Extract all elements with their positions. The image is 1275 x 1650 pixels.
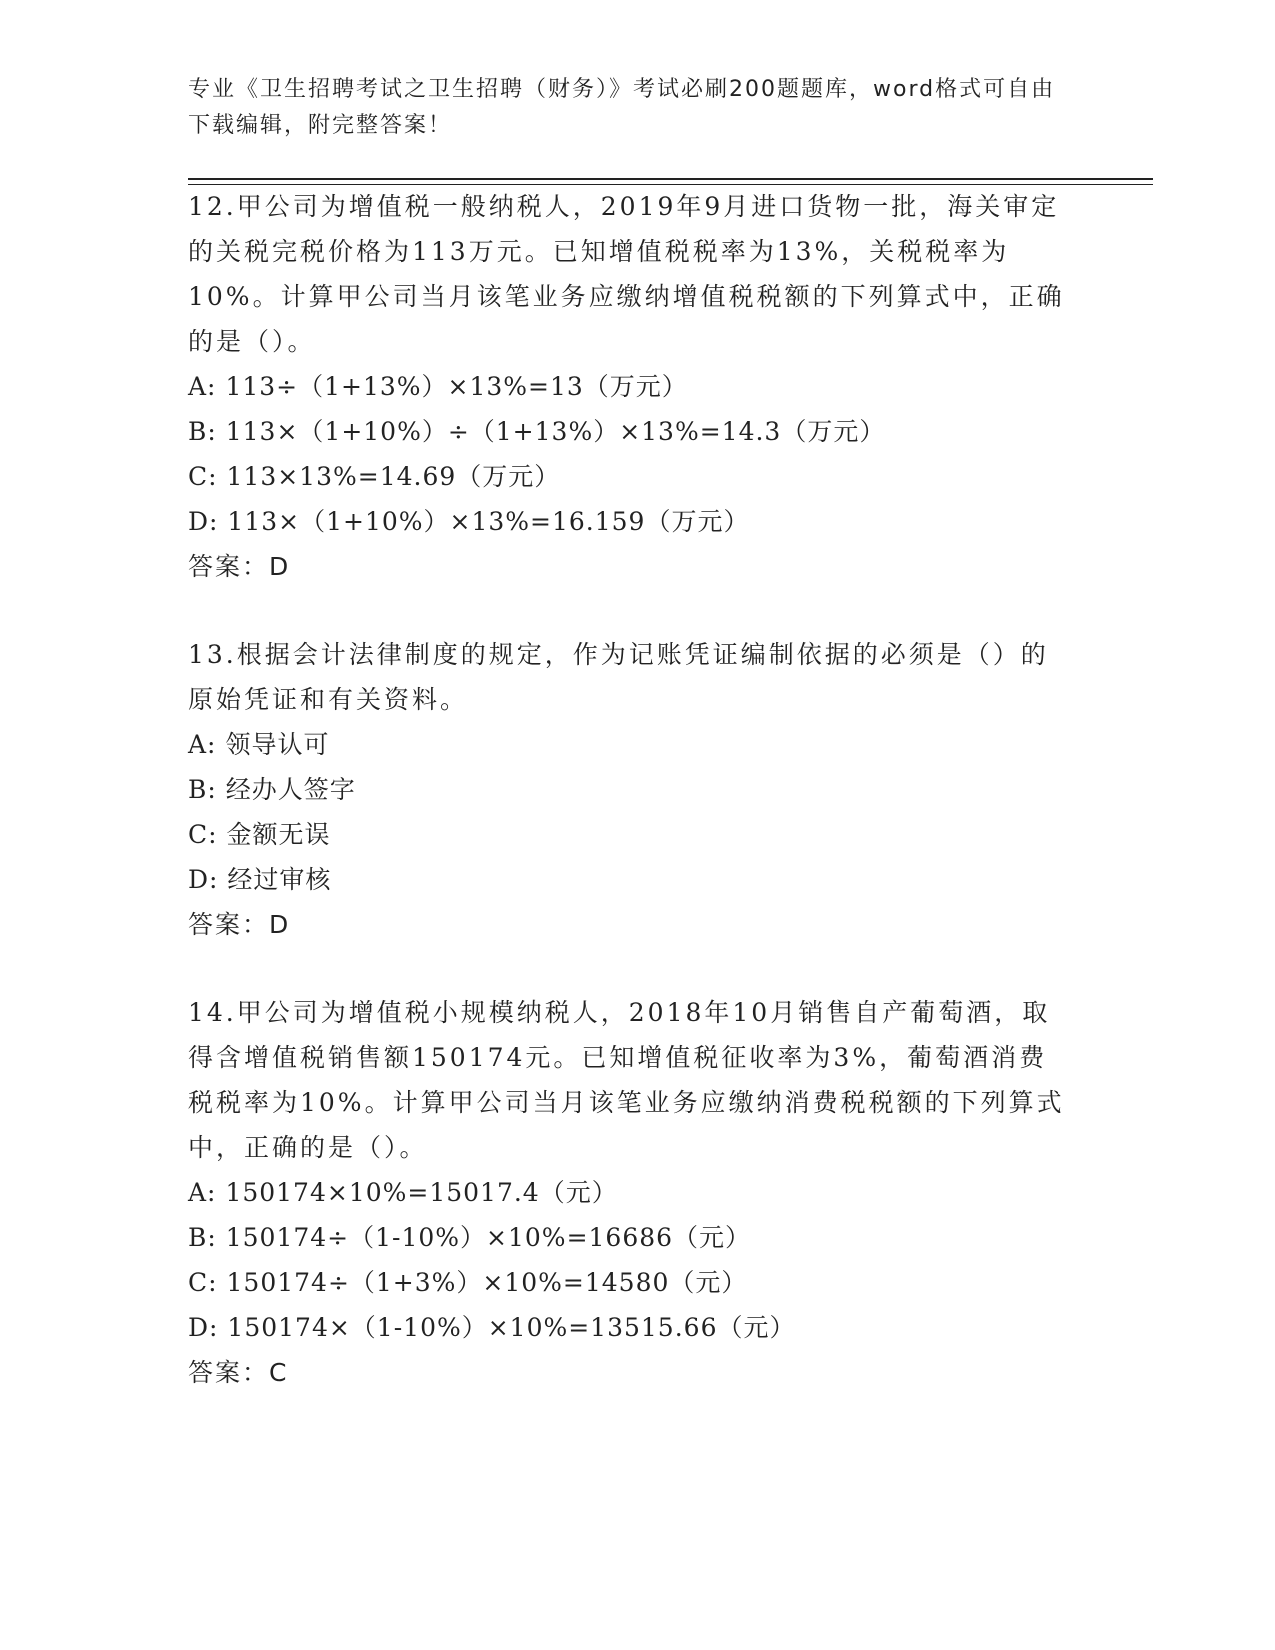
option-label: C: [188,820,218,849]
option-text: 150174×（1-10%）×10%=13515.66（元） [227,1313,796,1342]
option-label: C: [188,1268,218,1297]
option-d [188,499,1068,544]
option-a [188,1170,1068,1215]
option-label: B: [188,1223,217,1252]
option-c [188,454,1068,499]
option-label: A: [188,730,217,759]
option-a [188,364,1068,409]
option-label: B: [188,417,217,446]
option-label: A: [188,372,217,401]
question-stem: 12.甲公司为增值税一般纳税人，2019年9月进口货物一批，海关审定的关税完税价格为113万元。已知增值税税率为13%，关税税率为10%。计算甲公司当月该笔业务应缴纳增值税税额的下列算式中，正确的是（）。 [188,192,1065,356]
option-a [188,722,1068,767]
option-text: 113×（1+10%）÷（1+13%）×13%=14.3（万元） [225,417,886,446]
option-b [188,1215,1068,1260]
question-stem: 13.根据会计法律制度的规定，作为记账凭证编制依据的必须是（）的原始凭证和有关资料。 [188,640,1049,714]
question-stem: 14.甲公司为增值税小规模纳税人，2018年10月销售自产葡萄酒，取得含增值税销售额150174元。已知增值税征收率为3%，葡萄酒消费税税率为10%。计算甲公司当月该笔业务应缴纳消费税税额的下列算式中，正确的是（）。 [188,998,1065,1162]
question-12 [188,184,1068,589]
question-14 [188,990,1068,1395]
header-rule-thick [188,178,1153,180]
answer-line: 答案：C [188,1358,289,1387]
option-label: D: [188,865,219,894]
option-label: B: [188,775,217,804]
option-label: C: [188,462,218,491]
option-d [188,1305,1068,1350]
option-text: 金额无误 [226,820,331,849]
option-b [188,409,1068,454]
option-d [188,857,1068,902]
answer-line: 答案：D [188,910,291,939]
option-text: 113×（1+10%）×13%=16.159（万元） [227,507,750,536]
question-13 [188,632,1068,947]
option-text: 经过审核 [227,865,332,894]
option-b [188,767,1068,812]
option-text: 113÷（1+13%）×13%=13（万元） [225,372,688,401]
option-label: A: [188,1178,217,1207]
option-text: 113×13%=14.69（万元） [226,462,561,491]
option-label: D: [188,507,219,536]
option-text: 150174÷（1-10%）×10%=16686（元） [225,1223,752,1252]
option-text: 经办人签字 [225,775,356,804]
option-text: 150174×10%=15017.4（元） [225,1178,618,1207]
option-c [188,1260,1068,1305]
option-label: D: [188,1313,219,1342]
option-text: 领导认可 [225,730,330,759]
answer-line: 答案：D [188,552,291,581]
option-c [188,812,1068,857]
document-header: 专业《卫生招聘考试之卫生招聘（财务）》考试必刷200题题库，word格式可自由下载编辑，附完整答案！ [188,77,1056,138]
option-text: 150174÷（1+3%）×10%=14580（元） [226,1268,748,1297]
